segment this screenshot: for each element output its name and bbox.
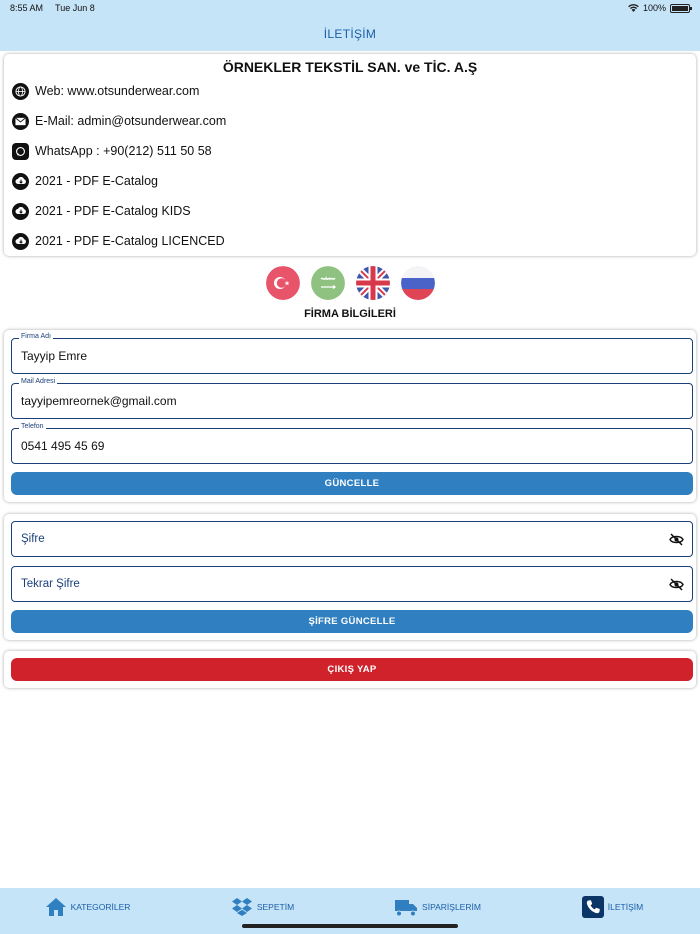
update-button[interactable]: GÜNCELLE [11,472,693,495]
dropbox-icon [231,897,253,917]
globe-icon [12,83,29,100]
catalog-label: 2021 - PDF E-Catalog [35,174,158,188]
catalog-kids-download-link[interactable] [4,196,696,226]
logout-button[interactable]: ÇIKIŞ YAP [11,658,693,681]
language-selector [0,266,700,300]
eye-off-icon[interactable] [669,578,684,596]
repeat-password-placeholder: Tekrar Şifre [21,578,80,590]
update-password-button[interactable]: ŞİFRE GÜNCELLE [11,610,693,633]
phone-field-label: Telefon [21,423,44,430]
cloud-download-icon [12,233,29,250]
email-field[interactable] [11,378,693,419]
mail-icon [12,113,29,130]
contact-card [4,54,696,256]
tab-cart-label: SEPETİM [256,902,295,912]
russian-flag-icon[interactable] [401,266,435,300]
phone-field[interactable] [11,423,693,464]
cloud-download-icon [12,173,29,190]
phone-icon [582,896,604,918]
nav-bar [0,16,700,51]
tab-cart[interactable] [175,888,350,926]
cloud-download-icon [12,203,29,220]
contact-whatsapp-link[interactable] [4,136,696,166]
home-indicator [242,924,458,928]
status-right [628,3,690,13]
eye-off-icon[interactable] [669,533,684,551]
status-bar [0,0,700,16]
battery-icon [670,4,690,13]
wifi-icon [628,4,639,12]
password-card [4,514,696,640]
tab-categories-label: KATEGORİLER [70,902,131,912]
uk-flag-icon[interactable] [356,266,390,300]
tab-categories[interactable] [0,888,175,926]
email-field-label: Mail Adresi [21,378,56,385]
company-name-field-label: Firma Adı [21,333,51,340]
email-field-value: tayyipemreornek@gmail.com [21,394,177,408]
catalog-kids-label: 2021 - PDF E-Catalog KIDS [35,204,191,218]
contact-web-link[interactable] [4,76,696,106]
company-name: ÖRNEKLER TEKSTİL SAN. ve TİC. A.Ş [222,59,478,75]
home-icon [45,897,67,917]
password-field[interactable] [11,521,693,557]
contact-web-label: Web: www.otsunderwear.com [35,84,200,98]
password-placeholder: Şifre [21,533,45,545]
company-name-field[interactable] [11,333,693,374]
page-title: İLETİŞİM [323,26,377,41]
contact-email-label: E-Mail: admin@otsunderwear.com [35,114,227,128]
contact-list [4,76,696,256]
truck-icon [394,898,418,917]
logout-card [4,651,696,688]
contact-whatsapp-label: WhatsApp : +90(212) 511 50 58 [35,144,212,158]
status-date: Tue Jun 8 [55,3,95,13]
catalog-licenced-download-link[interactable] [4,226,696,256]
tab-orders[interactable] [350,888,525,926]
repeat-password-field[interactable] [11,566,693,602]
saudi-flag-icon[interactable] [311,266,345,300]
tab-contact-label: İLETİŞİM [607,902,644,912]
whatsapp-icon [12,143,29,160]
company-info-card [4,330,696,502]
tab-contact[interactable] [525,888,700,926]
turkish-flag-icon[interactable] [266,266,300,300]
company-name-field-value: Tayyip Emre [21,349,88,363]
phone-field-value: 0541 495 45 69 [21,439,105,453]
catalog-licenced-label: 2021 - PDF E-Catalog LICENCED [35,234,225,248]
company-info-title: FİRMA BİLGİLERİ [304,308,396,320]
battery-percent: 100% [642,3,666,13]
contact-email-link[interactable] [4,106,696,136]
catalog-download-link[interactable] [4,166,696,196]
tab-orders-label: SİPARİŞLERİM [422,902,481,912]
status-time: 8:55 AM [10,3,44,13]
